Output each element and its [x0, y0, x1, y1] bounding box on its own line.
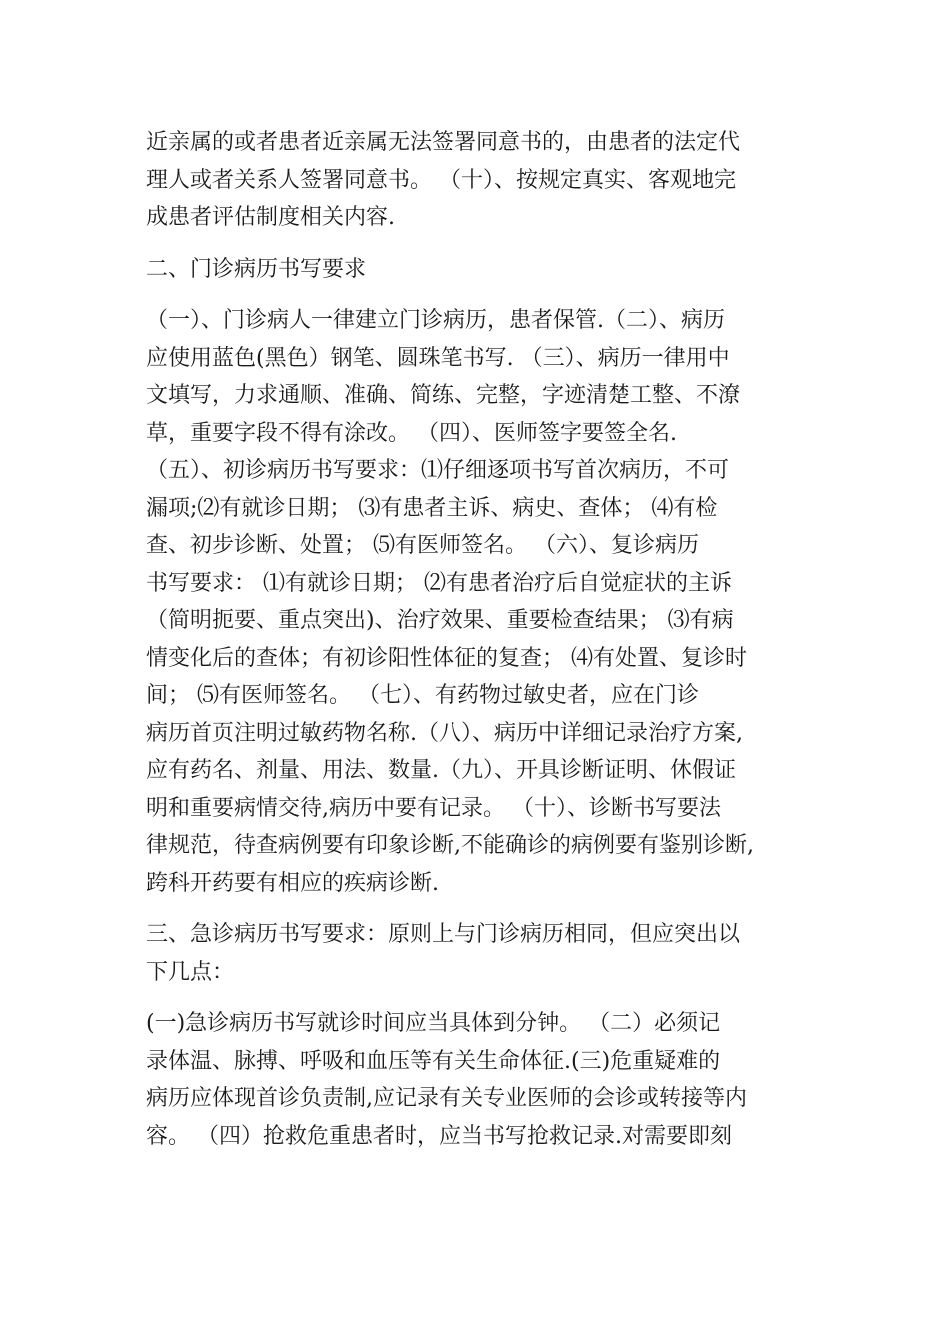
text-line: 成患者评估制度相关内容.: [146, 205, 395, 230]
text-line: 律规范，待查病例要有印象诊断,不能确诊的病例要有鉴别诊断,: [146, 833, 754, 858]
text-line: （简明扼要、重点突出)、治疗效果、重要检查结果； ⑶有病: [146, 608, 734, 633]
text-line: 明和重要病情交待,病历中要有记录。 （十）、诊断书写要法: [146, 795, 721, 821]
text-line: 间； ⑸有医师签名。 （七）、有药物过敏史者，应在门诊: [146, 683, 699, 708]
text-line: （五）、初诊病历书写要求：⑴仔细逐项书写首次病历，不可: [146, 458, 730, 483]
text-line: 应有药名、剂量、用法、数量.（九）、开具诊断证明、休假证: [146, 758, 736, 783]
paragraph-consent: [146, 124, 806, 237]
paragraph-outpatient-rules: [146, 302, 806, 902]
section-heading: 二、门诊病历书写要求: [146, 256, 367, 282]
paragraph-emergency-heading: [146, 916, 806, 991]
text-line: 文填写，力求通顺、准确、简练、完整，字迹清楚工整、不潦: [146, 383, 741, 408]
text-line: 应使用蓝色(黑色）钢笔、圆珠笔书写. （三）、病历一律用中: [146, 345, 730, 371]
text-line: （一）、门诊病人一律建立门诊病历，患者保管.（二）、病历: [146, 308, 725, 333]
document-body: [146, 124, 806, 1155]
text-line: 书写要求： ⑴有就诊日期； ⑵有患者治疗后自觉症状的主诉: [146, 570, 732, 596]
paragraph-emergency-rules: [146, 1005, 806, 1155]
text-line: 理人或者关系人签署同意书。 （十）、按规定真实、客观地完: [146, 167, 736, 193]
text-line: 下几点：: [146, 959, 235, 985]
text-line: 录体温、脉搏、呼吸和血压等有关生命体征.(三)危重疑难的: [146, 1048, 721, 1074]
text-line: 漏项;⑵有就诊日期； ⑶有患者主诉、病史、查体； ⑷有检: [146, 495, 718, 521]
text-line: 跨科开药要有相应的疾病诊断.: [146, 870, 439, 896]
text-line: 病历首页注明过敏药物名称.（八）、病历中详细记录治疗方案,: [146, 720, 743, 746]
text-line: 情变化后的查体；有初诊阳性体征的复查； ⑷有处置、复诊时: [146, 645, 747, 671]
section-heading: 三、急诊病历书写要求：原则上与门诊病历相同，但应突出以: [146, 922, 741, 947]
section-heading-outpatient: [146, 251, 806, 289]
text-line: 容。 （四）抢救危重患者时，应当书写抢救记录.对需要即刻: [146, 1123, 732, 1149]
text-line: 查、初步诊断、处置； ⑸有医师签名。 （六）、复诊病历: [146, 533, 699, 558]
text-line: 病历应体现首诊负责制,应记录有关专业医师的会诊或转接等内: [146, 1086, 747, 1111]
text-line: 草，重要字段不得有涂改。 （四）、医师签字要签全名.: [146, 420, 677, 446]
text-line: (一)急诊病历书写就诊时间应当具体到分钟。 （二）必须记: [146, 1011, 721, 1036]
text-line: 近亲属的或者患者近亲属无法签署同意书的，由患者的法定代: [146, 130, 741, 155]
